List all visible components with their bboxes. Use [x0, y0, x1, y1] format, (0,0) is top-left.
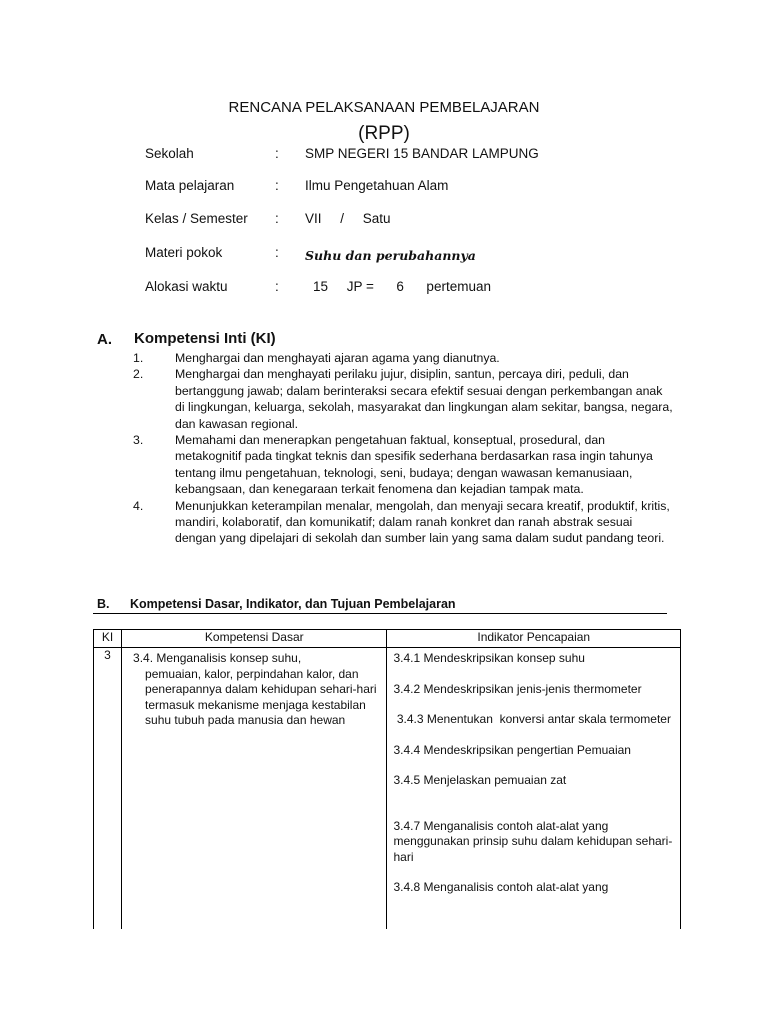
section-a-title: Kompetensi Inti (KI) — [134, 330, 276, 347]
header-ki: KI — [94, 630, 122, 648]
identity-value: SMP NEGERI 15 BANDAR LAMPUNG — [305, 146, 539, 161]
indicator-item: 3.4.2 Mendeskripsikan jenis-jenis thermometer — [393, 681, 642, 696]
list-item-text: Menunjukkan keterampilan menalar, mengolah, dan menyaji secara kreatif, produktif, kritis, mandiri, kolaboratif, dan komunikatif; dalam ranah konkret dan ranah abstrak sesuai dengan yang dipelajari di sekolah dan sumber lain yang sama dalam sudut pandang teori. — [175, 498, 670, 546]
identity-value: Suhu dan perubahannya — [305, 248, 476, 263]
identity-value: 15 JP = 6 pertemuan — [313, 279, 491, 294]
indicator-item: 3.4.1 Mendeskripsikan konsep suhu — [393, 651, 585, 665]
list-item-text: Menghargai dan menghayati ajaran agama yang dianutnya. — [175, 351, 500, 365]
indicator-item: 3.4.7 Menganalisis contoh alat-alat yang menggunakan prinsip suhu dalam kehidupan sehari-hari — [393, 818, 673, 864]
kd-lead-text: 3.4. Menganalisis konsep suhu, — [133, 651, 302, 665]
list-item-number: 1. — [133, 351, 144, 365]
cell-kompetensi-dasar — [122, 648, 387, 930]
kd-indicator-table — [93, 629, 681, 929]
list-item — [133, 498, 673, 547]
identity-colon: : — [275, 178, 279, 193]
indicator-item: 3.4.8 Menganalisis contoh alat-alat yang — [393, 880, 609, 894]
identity-colon: : — [275, 211, 279, 226]
indicator-item: 3.4.3 Menentukan konversi antar skala termometer — [393, 712, 671, 726]
section-b-letter: B. — [97, 597, 110, 611]
cell-ki: 3 — [94, 648, 122, 930]
list-item — [133, 432, 673, 498]
document-title: RENCANA PELAKSANAAN PEMBELAJARAN — [228, 99, 540, 116]
section-divider — [93, 613, 667, 614]
cell-indikator — [387, 648, 681, 930]
list-item-text: Memahami dan menerapkan pengetahuan faktual, konseptual, prosedural, dan metakognitif pada tingkat teknis dan spesifik sederhana berdasarkan rasa ingin tahunya tentang ilmu pengetahuan, teknologi, seni, budaya; dengan wawasan kemanusiaan, kebangsaan, dan kenegaraan terkait fenomena dan kejadian tampak mata. — [175, 433, 653, 497]
ki-list — [133, 350, 673, 547]
identity-label: Alokasi waktu — [145, 279, 228, 294]
document-subtitle: (RPP) — [358, 123, 410, 144]
header-indikator: Indikator Pencapaian — [387, 630, 681, 648]
kd-rest-text: pemuaian, kalor, perpindahan kalor, dan penerapannya dalam kehidupan sehari-hari termasuk mekanisme menjaga kestabilan suhu tubuh pada manusia dan hewan — [145, 666, 377, 727]
identity-label: Kelas / Semester — [145, 211, 248, 226]
identity-label: Materi pokok — [145, 245, 223, 260]
identity-value: Ilmu Pengetahuan Alam — [305, 178, 449, 193]
header-kompetensi-dasar: Kompetensi Dasar — [122, 630, 387, 648]
indicator-item: 3.4.4 Mendeskripsikan pengertian Pemuaian — [393, 742, 631, 757]
identity-colon: : — [275, 279, 279, 294]
identity-value: VII / Satu — [305, 211, 391, 226]
table-header-row — [94, 630, 681, 648]
list-item — [133, 350, 673, 366]
list-item-number: 3. — [133, 433, 144, 448]
section-a-letter: A. — [97, 331, 112, 348]
table-row — [94, 648, 681, 930]
identity-label: Sekolah — [145, 146, 194, 161]
section-b-title: Kompetensi Dasar, Indikator, dan Tujuan Pembelajaran — [130, 597, 456, 611]
list-item — [133, 366, 673, 432]
list-item-text: Menghargai dan menghayati perilaku jujur, disiplin, santun, percaya diri, peduli, dan bertanggung jawab; dalam berinteraksi secara efektif sesuai dengan perkembangan anak di lingkungan, keluarga, sekolah, masyarakat dan lingkungan alam sekitar, bangsa, negara, dan kawasan regional. — [175, 367, 673, 431]
identity-label: Mata pelajaran — [145, 178, 235, 193]
list-item-number: 2. — [133, 367, 144, 382]
indicator-item: 3.4.5 Menjelaskan pemuaian zat — [393, 773, 567, 787]
identity-colon: : — [275, 245, 279, 260]
identity-colon: : — [275, 146, 279, 161]
list-item-number: 4. — [133, 498, 144, 513]
